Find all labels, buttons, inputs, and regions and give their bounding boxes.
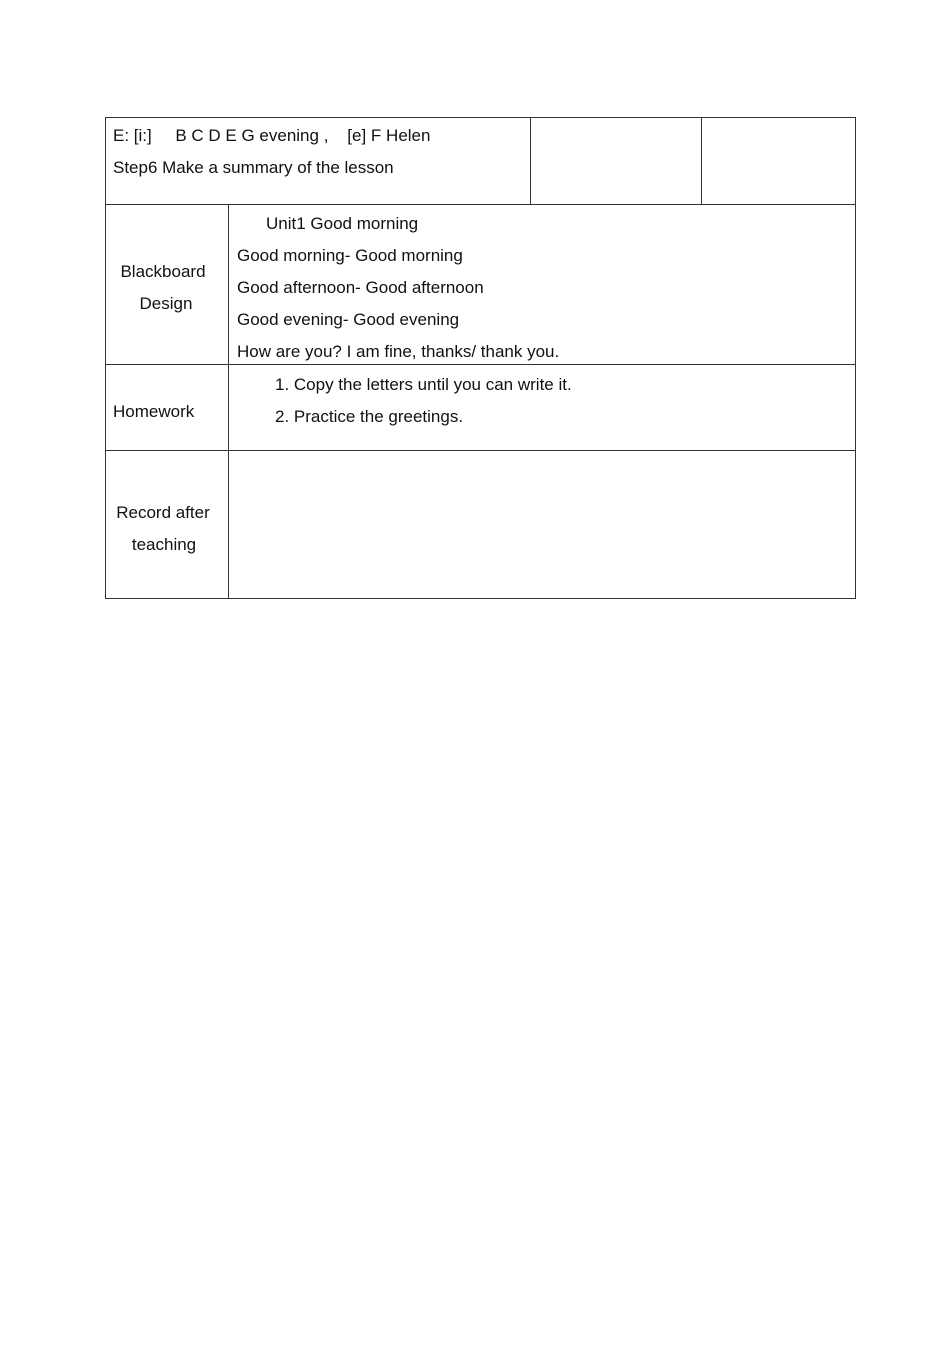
row-divider-record [105, 450, 856, 451]
step6-line: Step6 Make a summary of the lesson [113, 158, 394, 177]
homework-item-2: 2. Practice the greetings. [275, 407, 464, 426]
homework-label: Homework [113, 402, 195, 421]
blackboard-line-how-are-you: How are you? I am fine, thanks/ thank you. [237, 342, 560, 361]
phonics-line: E: [i:] B C D E G evening , [e] F Helen [113, 126, 431, 145]
record-label-line2: teaching [131, 535, 197, 554]
label-column-divider [228, 204, 229, 599]
blackboard-line-evening: Good evening- Good evening [237, 310, 460, 329]
top-row-divider-2 [701, 117, 702, 205]
blackboard-title: Unit1 Good morning [266, 214, 419, 233]
top-row-divider-1 [530, 117, 531, 205]
blackboard-label-line1: Blackboard [120, 262, 206, 281]
blackboard-label-line2: Design [139, 294, 193, 313]
record-label-line1: Record after [116, 503, 210, 522]
blackboard-line-morning: Good morning- Good morning [237, 246, 463, 265]
homework-item-1: 1. Copy the letters until you can write it. [275, 375, 572, 394]
blackboard-line-afternoon: Good afternoon- Good afternoon [237, 278, 484, 297]
row-divider-homework [105, 364, 856, 365]
